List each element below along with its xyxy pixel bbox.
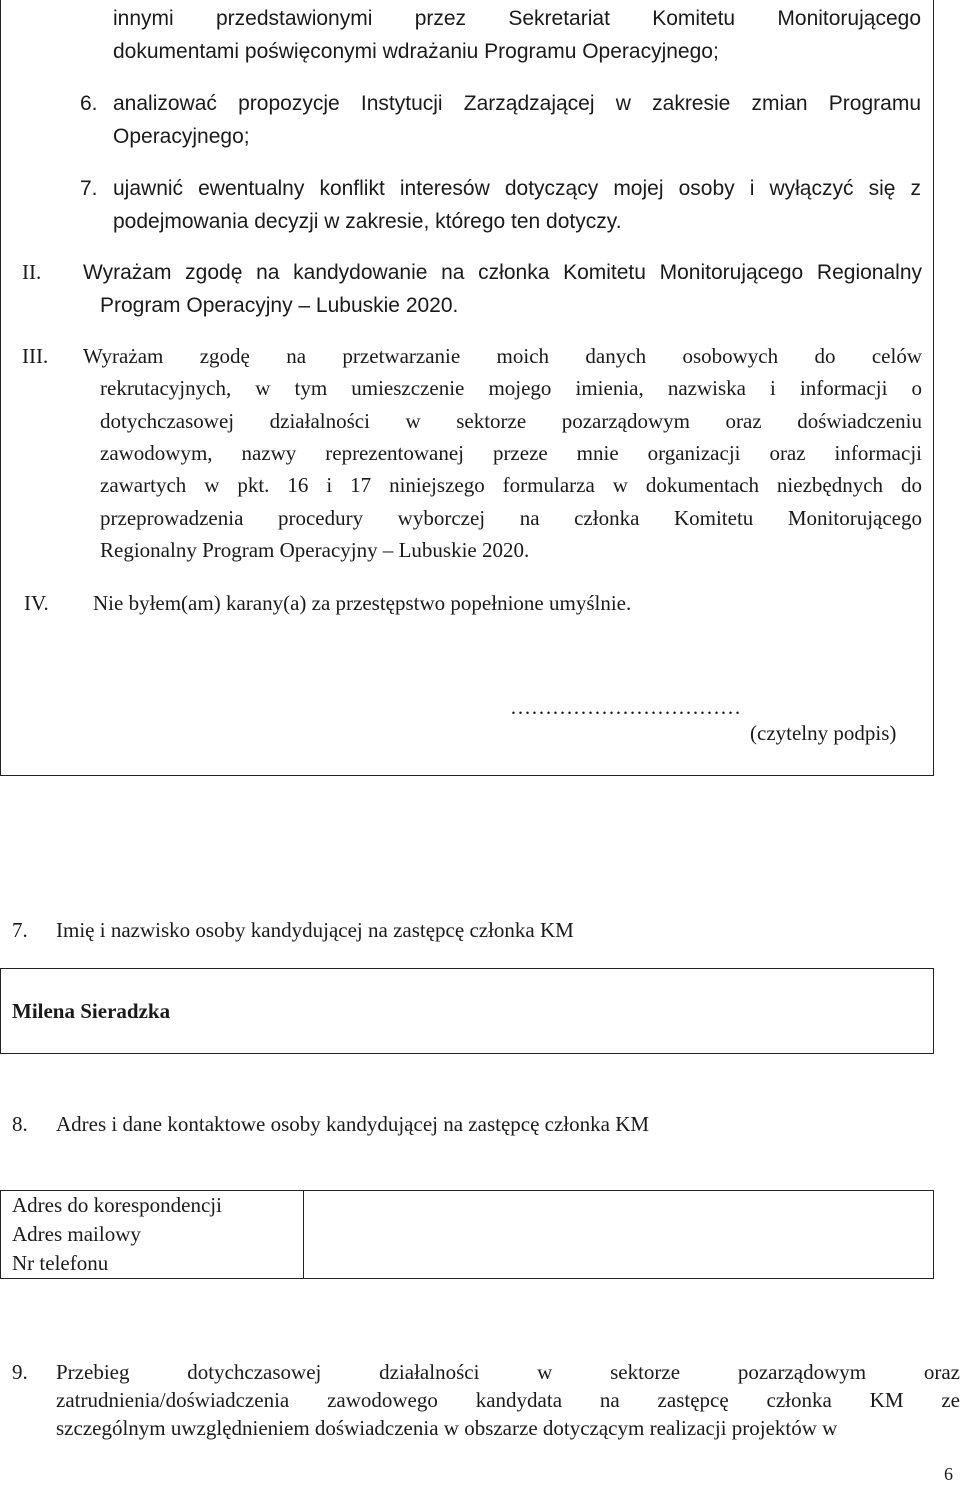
section-iii-line-3: dotychczasowej działalności w sektorze pozarządowym oraz doświadczeniu — [100, 409, 922, 433]
question-9-line-2: zatrudnienia/doświadczenia zawodowego kandydata na zastępcę członka KM ze — [56, 1388, 960, 1412]
signature-line: …………………………… — [510, 695, 741, 719]
contact-label-phone: Nr telefonu — [12, 1251, 109, 1275]
declaration-line-2: dokumentami poświęconymi wdrażaniu Programu Operacyjnego; — [113, 40, 719, 63]
contact-table — [0, 1190, 934, 1279]
section-iii-line-6: przeprowadzenia procedury wyborczej na członka Komitetu Monitorującego — [100, 506, 922, 530]
declaration-line-4: Operacyjnego; — [113, 125, 250, 148]
contact-labels-cell — [1, 1191, 304, 1279]
section-ii-line-2: Program Operacyjny – Lubuskie 2020. — [100, 294, 459, 317]
declaration-line-6: podejmowania decyzji w zakresie, którego ten dotyczy. — [113, 210, 622, 233]
signature-label: (czytelny podpis) — [750, 721, 897, 745]
candidate-name-value: Milena Sieradzka — [12, 999, 171, 1023]
section-iv-line-1: Nie byłem(am) karany(a) za przestępstwo popełnione umyślnie. — [93, 591, 632, 615]
section-iii-line-2: rekrutacyjnych, w tym umieszczenie mojego imienia, nazwiska i informacji o — [100, 376, 922, 400]
item-number-6: 6. — [80, 92, 98, 115]
question-7-number: 7. — [12, 918, 28, 942]
declaration-line-5: ujawnić ewentualny konflikt interesów dotyczący mojej osoby i wyłączyć się z — [113, 177, 921, 200]
contact-label-address: Adres do korespondencji — [12, 1193, 222, 1217]
page-number: 6 — [944, 1464, 953, 1484]
section-ii-line-1: Wyrażam zgodę na kandydowanie na członka Komitetu Monitorującego Regionalny — [83, 261, 922, 284]
section-number-iv: IV. — [24, 591, 49, 615]
contact-values-cell — [304, 1191, 934, 1279]
contact-label-email: Adres mailowy — [12, 1222, 141, 1246]
question-8-number: 8. — [12, 1112, 28, 1136]
section-iii-line-4: zawodowym, nazwy reprezentowanej przeze mnie organizacji oraz informacji — [100, 441, 922, 465]
question-9-line-3: szczególnym uwzględnieniem doświadczenia w obszarze dotyczącym realizacji projektów w — [56, 1416, 838, 1440]
question-8-label: Adres i dane kontaktowe osoby kandydującej na zastępcę członka KM — [56, 1112, 650, 1136]
item-number-7: 7. — [80, 177, 98, 200]
declaration-line-3: analizować propozycje Instytucji Zarządzającej w zakresie zmian Programu — [113, 92, 921, 115]
section-number-ii: II. — [22, 260, 42, 284]
question-7-label: Imię i nazwisko osoby kandydującej na zastępcę członka KM — [56, 918, 574, 942]
section-number-iii: III. — [22, 344, 49, 368]
declaration-line-1: innymi przedstawionymi przez Sekretariat Komitetu Monitorującego — [113, 7, 921, 30]
section-iii-line-7: Regionalny Program Operacyjny – Lubuskie 2020. — [100, 538, 530, 562]
question-9-line-1: Przebieg dotychczasowej działalności w sektorze pozarządowym oraz — [56, 1360, 960, 1384]
section-iii-line-1: Wyrażam zgodę na przetwarzanie moich danych osobowych do celów — [83, 344, 922, 368]
section-iii-line-5: zawartych w pkt. 16 i 17 niniejszego formularza w dokumentach niezbędnych do — [100, 473, 922, 497]
question-9-number: 9. — [12, 1360, 28, 1384]
